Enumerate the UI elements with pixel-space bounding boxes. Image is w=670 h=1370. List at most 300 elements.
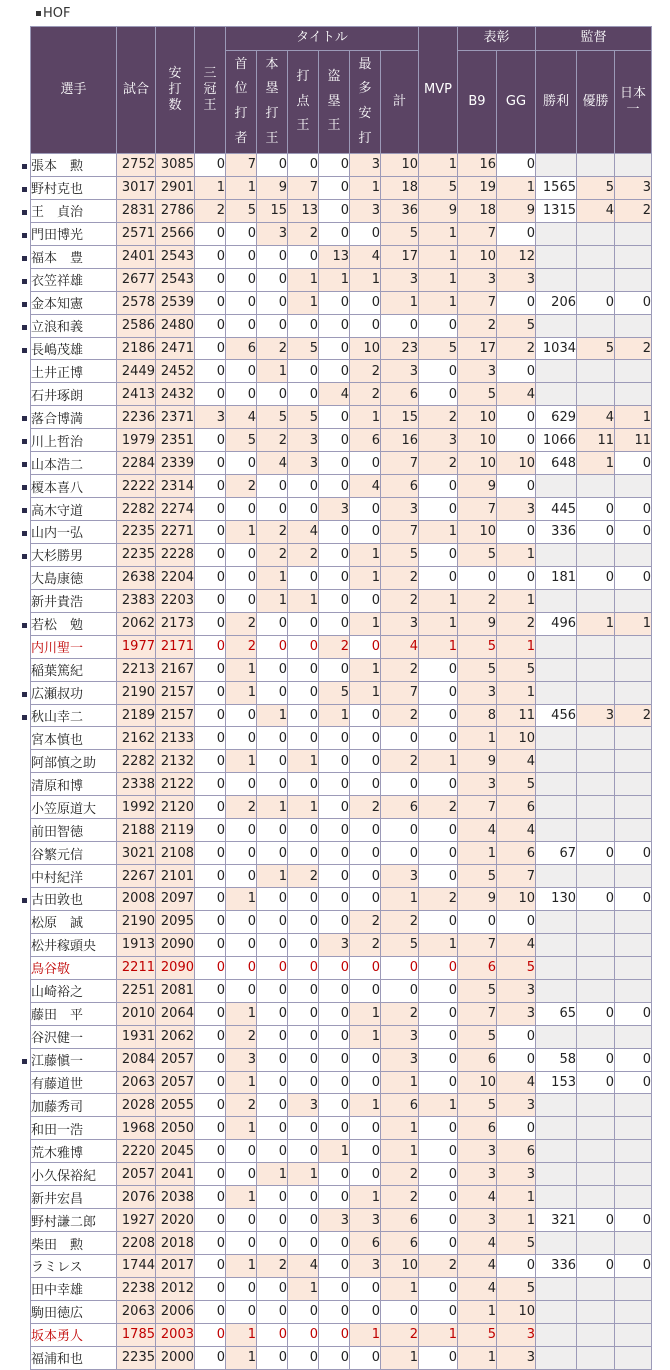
cell-b9: 4: [458, 1277, 497, 1300]
cell-rbi-king: 1: [288, 750, 319, 773]
cell-manager-japan-series: [615, 910, 652, 933]
cell-gg: 0: [497, 475, 536, 498]
table-row: [31, 1300, 652, 1323]
stats-table: [30, 26, 652, 1370]
cell-mvp: 1: [419, 589, 458, 612]
cell-hr-king: 15: [257, 199, 288, 222]
cell-manager-pennants: [577, 268, 615, 291]
cell-mvp: 0: [419, 842, 458, 865]
player-name: 藤田 平: [31, 1002, 117, 1025]
cell-manager-pennants: [577, 154, 615, 177]
cell-mvp: 0: [419, 773, 458, 796]
cell-hits: 2062: [156, 1025, 195, 1048]
cell-b9: 3: [458, 268, 497, 291]
cell-rbi-king: 0: [288, 154, 319, 177]
cell-steal-king: 0: [319, 658, 350, 681]
cell-manager-wins: [536, 819, 577, 842]
cell-manager-japan-series: [615, 475, 652, 498]
table-row: [31, 199, 652, 222]
cell-manager-pennants: 0: [577, 1071, 615, 1094]
cell-title-total: 1: [381, 888, 419, 911]
cell-steal-king: 3: [319, 933, 350, 956]
cell-most-hits: 0: [350, 498, 381, 521]
cell-most-hits: 1: [350, 268, 381, 291]
cell-triple-crown: 0: [195, 956, 226, 979]
cell-manager-japan-series: [615, 727, 652, 750]
cell-hits: 2018: [156, 1232, 195, 1255]
cell-triple-crown: 0: [195, 1300, 226, 1323]
cell-gg: 0: [497, 406, 536, 429]
hof-marker-icon: [22, 531, 27, 536]
cell-title-total: 1: [381, 1117, 419, 1140]
cell-hr-king: 0: [257, 910, 288, 933]
hof-marker-icon: [22, 302, 27, 307]
cell-triple-crown: 0: [195, 819, 226, 842]
cell-hr-king: 0: [257, 268, 288, 291]
cell-mvp: 1: [419, 222, 458, 245]
cell-rbi-king: 3: [288, 1094, 319, 1117]
cell-steal-king: 0: [319, 176, 350, 199]
cell-mvp: 0: [419, 658, 458, 681]
header-japan-series: 日本一: [615, 51, 652, 154]
cell-triple-crown: 0: [195, 796, 226, 819]
cell-games: 2752: [117, 154, 156, 177]
cell-most-hits: 0: [350, 727, 381, 750]
cell-hr-king: 0: [257, 475, 288, 498]
cell-hits: 2097: [156, 888, 195, 911]
cell-mvp: 0: [419, 475, 458, 498]
cell-b9: 5: [458, 635, 497, 658]
cell-manager-japan-series: [615, 1163, 652, 1186]
cell-games: 2236: [117, 406, 156, 429]
cell-gg: 4: [497, 933, 536, 956]
cell-b9: 10: [458, 406, 497, 429]
cell-manager-pennants: [577, 979, 615, 1002]
cell-manager-pennants: [577, 956, 615, 979]
cell-manager-pennants: 0: [577, 291, 615, 314]
cell-games: 1992: [117, 796, 156, 819]
cell-manager-wins: 445: [536, 498, 577, 521]
cell-hr-king: 0: [257, 1346, 288, 1369]
cell-hits: 2057: [156, 1071, 195, 1094]
cell-manager-japan-series: 3: [615, 176, 652, 199]
cell-most-hits: 1: [350, 1094, 381, 1117]
player-name: 石井琢朗: [31, 383, 117, 406]
header-games: 試合: [117, 27, 156, 154]
cell-manager-japan-series: 11: [615, 429, 652, 452]
cell-batting-champ: 1: [226, 1002, 257, 1025]
cell-title-total: 2: [381, 910, 419, 933]
cell-manager-japan-series: [615, 1346, 652, 1369]
cell-hits: 2006: [156, 1300, 195, 1323]
cell-manager-japan-series: [615, 589, 652, 612]
table-row: [31, 268, 652, 291]
cell-rbi-king: 0: [288, 360, 319, 383]
cell-manager-wins: [536, 360, 577, 383]
cell-b9: 2: [458, 589, 497, 612]
cell-manager-wins: 629: [536, 406, 577, 429]
cell-mvp: 0: [419, 910, 458, 933]
cell-hr-king: 0: [257, 1025, 288, 1048]
cell-batting-champ: 0: [226, 933, 257, 956]
cell-b9: 7: [458, 1002, 497, 1025]
cell-manager-pennants: [577, 475, 615, 498]
cell-batting-champ: 1: [226, 1323, 257, 1346]
cell-triple-crown: 0: [195, 1002, 226, 1025]
cell-mvp: 0: [419, 314, 458, 337]
cell-hr-king: 0: [257, 727, 288, 750]
cell-rbi-king: 2: [288, 543, 319, 566]
cell-hits: 2041: [156, 1163, 195, 1186]
player-name: 前田智徳: [31, 819, 117, 842]
cell-triple-crown: 0: [195, 154, 226, 177]
cell-hits: 2055: [156, 1094, 195, 1117]
cell-mvp: 0: [419, 979, 458, 1002]
table-row: [31, 956, 652, 979]
cell-batting-champ: 6: [226, 337, 257, 360]
cell-steal-king: 0: [319, 337, 350, 360]
cell-title-total: 2: [381, 566, 419, 589]
cell-hr-king: 0: [257, 1117, 288, 1140]
cell-games: 2008: [117, 888, 156, 911]
cell-mvp: 0: [419, 1140, 458, 1163]
header-awards-group: 表彰: [458, 27, 536, 51]
table-row: [31, 842, 652, 865]
cell-title-total: 3: [381, 612, 419, 635]
cell-triple-crown: 0: [195, 1232, 226, 1255]
cell-mvp: 0: [419, 704, 458, 727]
cell-hr-king: 1: [257, 360, 288, 383]
cell-gg: 0: [497, 910, 536, 933]
cell-manager-pennants: 0: [577, 842, 615, 865]
cell-manager-wins: [536, 910, 577, 933]
cell-mvp: 0: [419, 1300, 458, 1323]
cell-hr-king: 0: [257, 933, 288, 956]
cell-steal-king: 0: [319, 360, 350, 383]
cell-manager-wins: [536, 268, 577, 291]
hof-marker-icon: [22, 210, 27, 215]
cell-mvp: 1: [419, 521, 458, 544]
cell-b9: 5: [458, 979, 497, 1002]
cell-b9: 3: [458, 360, 497, 383]
cell-triple-crown: 0: [195, 1277, 226, 1300]
table-row: [31, 154, 652, 177]
cell-manager-wins: [536, 1025, 577, 1048]
cell-hits: 2081: [156, 979, 195, 1002]
cell-batting-champ: 1: [226, 1186, 257, 1209]
player-name: ラミレス: [31, 1255, 117, 1278]
cell-title-total: 0: [381, 1300, 419, 1323]
cell-gg: 2: [497, 612, 536, 635]
cell-steal-king: 0: [319, 154, 350, 177]
cell-steal-king: 2: [319, 635, 350, 658]
cell-hits: 2045: [156, 1140, 195, 1163]
table-row: [31, 406, 652, 429]
cell-games: 1785: [117, 1323, 156, 1346]
cell-hr-king: 0: [257, 888, 288, 911]
cell-manager-pennants: [577, 1346, 615, 1369]
cell-hits: 2786: [156, 199, 195, 222]
cell-manager-pennants: [577, 1186, 615, 1209]
cell-manager-japan-series: [615, 154, 652, 177]
cell-mvp: 5: [419, 337, 458, 360]
player-name: 新井宏昌: [31, 1186, 117, 1209]
cell-mvp: 5: [419, 176, 458, 199]
cell-manager-pennants: [577, 819, 615, 842]
cell-b9: 9: [458, 612, 497, 635]
cell-most-hits: 1: [350, 543, 381, 566]
cell-hits: 2038: [156, 1186, 195, 1209]
table-row: [31, 521, 652, 544]
hof-marker-icon: [22, 256, 27, 261]
cell-rbi-king: 0: [288, 1323, 319, 1346]
cell-steal-king: 0: [319, 956, 350, 979]
cell-hits: 2539: [156, 291, 195, 314]
hof-marker-icon: [22, 187, 27, 192]
cell-games: 2449: [117, 360, 156, 383]
cell-manager-wins: [536, 589, 577, 612]
player-name: 内川聖一: [31, 635, 117, 658]
player-name: 衣笠祥雄: [31, 268, 117, 291]
cell-batting-champ: 0: [226, 452, 257, 475]
cell-triple-crown: 0: [195, 245, 226, 268]
cell-title-total: 5: [381, 543, 419, 566]
cell-triple-crown: 0: [195, 1025, 226, 1048]
cell-title-total: 0: [381, 727, 419, 750]
cell-manager-japan-series: [615, 314, 652, 337]
cell-manager-japan-series: 0: [615, 498, 652, 521]
table-row: [31, 865, 652, 888]
cell-title-total: 0: [381, 773, 419, 796]
cell-title-total: 3: [381, 360, 419, 383]
cell-hr-king: 0: [257, 383, 288, 406]
cell-triple-crown: 0: [195, 589, 226, 612]
cell-hr-king: 0: [257, 1048, 288, 1071]
cell-rbi-king: 0: [288, 819, 319, 842]
cell-hits: 2157: [156, 704, 195, 727]
cell-manager-japan-series: 0: [615, 842, 652, 865]
cell-manager-pennants: 5: [577, 337, 615, 360]
cell-b9: 3: [458, 1209, 497, 1232]
cell-rbi-king: 0: [288, 1140, 319, 1163]
cell-manager-japan-series: 0: [615, 1209, 652, 1232]
cell-steal-king: 0: [319, 1232, 350, 1255]
cell-manager-wins: [536, 635, 577, 658]
cell-mvp: 0: [419, 1025, 458, 1048]
cell-manager-pennants: [577, 1232, 615, 1255]
cell-title-total: 2: [381, 704, 419, 727]
cell-manager-pennants: 0: [577, 521, 615, 544]
cell-title-total: 6: [381, 475, 419, 498]
cell-gg: 10: [497, 1300, 536, 1323]
cell-games: 1968: [117, 1117, 156, 1140]
cell-manager-japan-series: [615, 222, 652, 245]
cell-gg: 10: [497, 888, 536, 911]
cell-rbi-king: 0: [288, 1071, 319, 1094]
cell-manager-japan-series: 0: [615, 1048, 652, 1071]
cell-games: 2238: [117, 1277, 156, 1300]
cell-batting-champ: 1: [226, 1117, 257, 1140]
cell-hits: 2173: [156, 612, 195, 635]
player-name: 田中幸雄: [31, 1277, 117, 1300]
cell-gg: 5: [497, 658, 536, 681]
cell-batting-champ: 1: [226, 750, 257, 773]
cell-hits: 2566: [156, 222, 195, 245]
cell-steal-king: 5: [319, 681, 350, 704]
cell-title-total: 0: [381, 314, 419, 337]
cell-hits: 2057: [156, 1048, 195, 1071]
cell-batting-champ: 0: [226, 1140, 257, 1163]
cell-manager-japan-series: 2: [615, 337, 652, 360]
cell-mvp: 1: [419, 268, 458, 291]
cell-most-hits: 0: [350, 842, 381, 865]
cell-gg: 0: [497, 154, 536, 177]
cell-manager-pennants: [577, 1300, 615, 1323]
player-name: 大杉勝男: [31, 543, 117, 566]
cell-manager-pennants: 4: [577, 199, 615, 222]
cell-batting-champ: 0: [226, 245, 257, 268]
cell-b9: 4: [458, 1186, 497, 1209]
cell-b9: 4: [458, 1232, 497, 1255]
cell-mvp: 1: [419, 612, 458, 635]
hof-marker-icon: [22, 279, 27, 284]
table-row: [31, 635, 652, 658]
cell-rbi-king: 0: [288, 1186, 319, 1209]
cell-b9: 5: [458, 1025, 497, 1048]
cell-games: 1927: [117, 1209, 156, 1232]
cell-steal-king: 0: [319, 1071, 350, 1094]
cell-triple-crown: 0: [195, 383, 226, 406]
cell-steal-king: 0: [319, 199, 350, 222]
cell-triple-crown: 0: [195, 314, 226, 337]
cell-gg: 3: [497, 1346, 536, 1369]
table-row: [31, 819, 652, 842]
cell-games: 2028: [117, 1094, 156, 1117]
cell-steal-king: 0: [319, 612, 350, 635]
cell-most-hits: 1: [350, 1025, 381, 1048]
cell-hits: 2095: [156, 910, 195, 933]
cell-most-hits: 0: [350, 865, 381, 888]
cell-b9: 10: [458, 245, 497, 268]
cell-steal-king: 0: [319, 1163, 350, 1186]
cell-b9: 9: [458, 750, 497, 773]
hof-marker-icon: [22, 416, 27, 421]
cell-hr-king: 1: [257, 704, 288, 727]
cell-batting-champ: 0: [226, 498, 257, 521]
cell-triple-crown: 0: [195, 888, 226, 911]
cell-manager-wins: [536, 543, 577, 566]
hof-marker-icon: [22, 348, 27, 353]
cell-most-hits: 0: [350, 956, 381, 979]
cell-b9: 10: [458, 452, 497, 475]
cell-hits: 2274: [156, 498, 195, 521]
cell-triple-crown: 0: [195, 1255, 226, 1278]
cell-manager-wins: [536, 1277, 577, 1300]
cell-title-total: 7: [381, 521, 419, 544]
cell-manager-japan-series: [615, 1323, 652, 1346]
player-name: 加藤秀司: [31, 1094, 117, 1117]
cell-manager-wins: 1315: [536, 199, 577, 222]
cell-batting-champ: 0: [226, 979, 257, 1002]
cell-title-total: 0: [381, 819, 419, 842]
cell-batting-champ: 2: [226, 635, 257, 658]
cell-b9: 7: [458, 222, 497, 245]
cell-hits: 2471: [156, 337, 195, 360]
cell-manager-wins: [536, 1117, 577, 1140]
cell-b9: 6: [458, 956, 497, 979]
cell-games: 2190: [117, 681, 156, 704]
cell-steal-king: 0: [319, 429, 350, 452]
cell-games: 3017: [117, 176, 156, 199]
cell-most-hits: 0: [350, 979, 381, 1002]
table-row: [31, 452, 652, 475]
cell-most-hits: 1: [350, 681, 381, 704]
table-row: [31, 979, 652, 1002]
cell-manager-pennants: 5: [577, 176, 615, 199]
cell-manager-wins: [536, 865, 577, 888]
cell-b9: 7: [458, 498, 497, 521]
cell-b9: 2: [458, 314, 497, 337]
cell-rbi-king: 3: [288, 429, 319, 452]
cell-manager-wins: [536, 681, 577, 704]
cell-most-hits: 0: [350, 589, 381, 612]
table-row: [31, 1232, 652, 1255]
cell-most-hits: 0: [350, 1140, 381, 1163]
cell-b9: 9: [458, 475, 497, 498]
cell-gg: 1: [497, 176, 536, 199]
cell-mvp: 0: [419, 566, 458, 589]
cell-gg: 5: [497, 1277, 536, 1300]
cell-manager-pennants: 4: [577, 406, 615, 429]
cell-title-total: 4: [381, 635, 419, 658]
cell-hr-king: 0: [257, 681, 288, 704]
cell-most-hits: 0: [350, 1048, 381, 1071]
cell-rbi-king: 0: [288, 566, 319, 589]
cell-most-hits: 3: [350, 1209, 381, 1232]
cell-gg: 3: [497, 498, 536, 521]
cell-hr-king: 2: [257, 337, 288, 360]
cell-batting-champ: 0: [226, 566, 257, 589]
cell-manager-japan-series: 0: [615, 888, 652, 911]
header-hr-king: 本塁打王: [257, 51, 288, 154]
cell-triple-crown: 0: [195, 635, 226, 658]
player-name: 福本 豊: [31, 245, 117, 268]
cell-triple-crown: 0: [195, 452, 226, 475]
cell-mvp: 3: [419, 429, 458, 452]
cell-steal-king: 0: [319, 452, 350, 475]
player-name: 門田博光: [31, 222, 117, 245]
cell-most-hits: 0: [350, 222, 381, 245]
cell-steal-king: 0: [319, 521, 350, 544]
cell-batting-champ: 1: [226, 1071, 257, 1094]
cell-manager-japan-series: [615, 933, 652, 956]
cell-manager-pennants: 0: [577, 566, 615, 589]
table-row: [31, 704, 652, 727]
cell-rbi-king: 0: [288, 383, 319, 406]
cell-batting-champ: 0: [226, 704, 257, 727]
cell-b9: 7: [458, 291, 497, 314]
cell-most-hits: 0: [350, 750, 381, 773]
cell-triple-crown: 0: [195, 910, 226, 933]
cell-manager-japan-series: 2: [615, 199, 652, 222]
cell-steal-king: 0: [319, 314, 350, 337]
cell-steal-king: 0: [319, 1323, 350, 1346]
cell-gg: 4: [497, 819, 536, 842]
cell-manager-wins: [536, 727, 577, 750]
hof-marker-icon: [22, 508, 27, 513]
cell-manager-pennants: 1: [577, 452, 615, 475]
table-row: [31, 1163, 652, 1186]
